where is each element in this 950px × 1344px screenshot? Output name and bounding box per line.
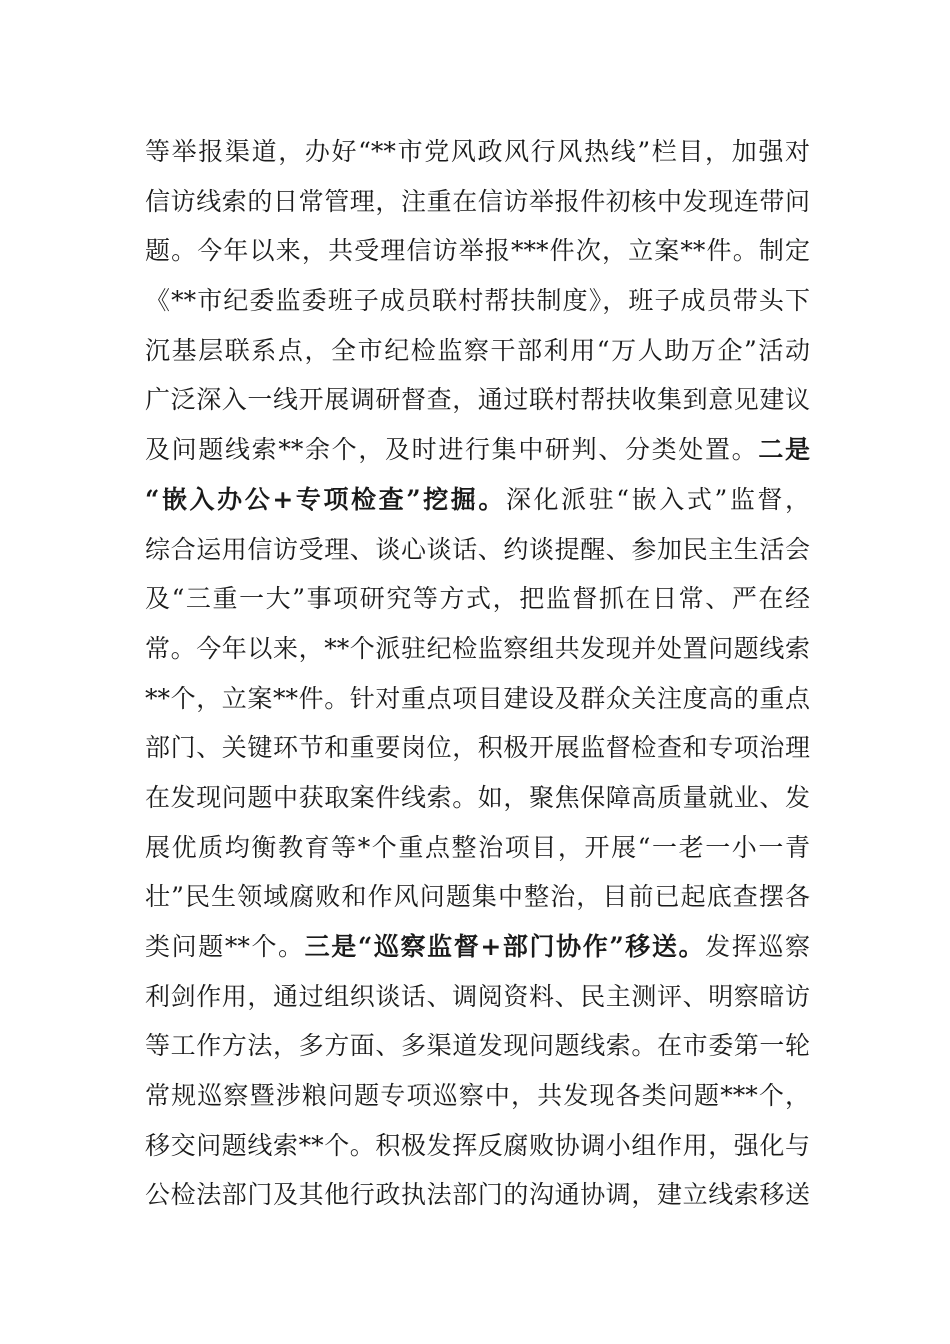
body-text: 公检法部门及其他行政执法部门的沟通协调，建立线索移送 [145, 1180, 810, 1210]
body-text: 《**市纪委监委班子成员联村帮扶制度》，班子成员带头下 [145, 286, 810, 316]
text-line [145, 1121, 810, 1171]
body-text: **个，立案**件。针对重点项目建设及群众关注度高的重点 [145, 683, 810, 713]
text-line [145, 226, 810, 276]
text-line [145, 823, 810, 873]
text-line [145, 425, 810, 475]
body-text: 发挥巡察 [705, 932, 810, 961]
text-line [145, 1021, 810, 1071]
text-line [145, 127, 810, 177]
text-line [145, 276, 810, 326]
text-line [145, 475, 810, 525]
body-text: 展优质均衡教育等*个重点整治项目，开展“一老一小一青 [145, 832, 810, 862]
bold-heading-text: “嵌入办公+专项检查”挖掘。 [145, 484, 506, 514]
body-text: 沉基层联系点，全市纪检监察干部利用“万人助万企”活动 [145, 335, 810, 365]
body-text: 综合运用信访受理、谈心谈话、约谈提醒、参加民主生活会 [145, 534, 810, 564]
body-paragraph [145, 127, 810, 1220]
body-text: 常规巡察暨涉粮问题专项巡察中，共发现各类问题***个， [145, 1081, 810, 1111]
body-text: 及问题线索**余个，及时进行集中研判、分类处置。 [145, 435, 759, 465]
bold-heading-text: 三是“巡察监督+部门协作”移送。 [304, 932, 706, 961]
body-text: 题。今年以来，共受理信访举报***件次，立案**件。制定 [145, 236, 810, 266]
text-line [145, 177, 810, 227]
text-line [145, 872, 810, 922]
text-line [145, 773, 810, 823]
body-text: 信访线索的日常管理，注重在信访举报件初核中发现连带问 [145, 186, 810, 216]
text-line [145, 326, 810, 376]
body-text: 利剑作用，通过组织谈话、调阅资料、民主测评、明察暗访 [145, 981, 810, 1011]
text-line [145, 1170, 810, 1220]
body-text: 壮”民生领域腐败和作风问题集中整治，目前已起底查摆各 [145, 882, 810, 912]
body-text: 及“三重一大”事项研究等方式，把监督抓在日常、严在经 [145, 584, 810, 614]
text-line [145, 1071, 810, 1121]
body-text: 在发现问题中获取案件线索。如，聚焦保障高质量就业、发 [145, 782, 810, 812]
text-line [145, 723, 810, 773]
body-text: 移交问题线索**个。积极发挥反腐败协调小组作用，强化与 [145, 1130, 810, 1160]
text-line [145, 574, 810, 624]
body-text: 等举报渠道，办好“**市党风政风行风热线”栏目，加强对 [145, 137, 810, 166]
text-line [145, 525, 810, 575]
body-text: 深化派驻“嵌入式”监督， [505, 484, 810, 514]
body-text: 等工作方法，多方面、多渠道发现问题线索。在市委第一轮 [145, 1031, 810, 1061]
text-line [145, 624, 810, 674]
text-line [145, 972, 810, 1022]
body-text: 类问题**个。 [145, 932, 305, 961]
body-text: 广泛深入一线开展调研督查，通过联村帮扶收集到意见建议 [145, 385, 810, 415]
body-text: 部门、关键环节和重要岗位，积极开展监督检查和专项治理 [145, 733, 810, 763]
body-text: 常。今年以来，**个派驻纪检监察组共发现并处置问题线索 [145, 633, 810, 663]
text-line [145, 674, 810, 724]
bold-heading-text: 二是 [758, 435, 810, 465]
text-line [145, 922, 810, 972]
text-line [145, 375, 810, 425]
